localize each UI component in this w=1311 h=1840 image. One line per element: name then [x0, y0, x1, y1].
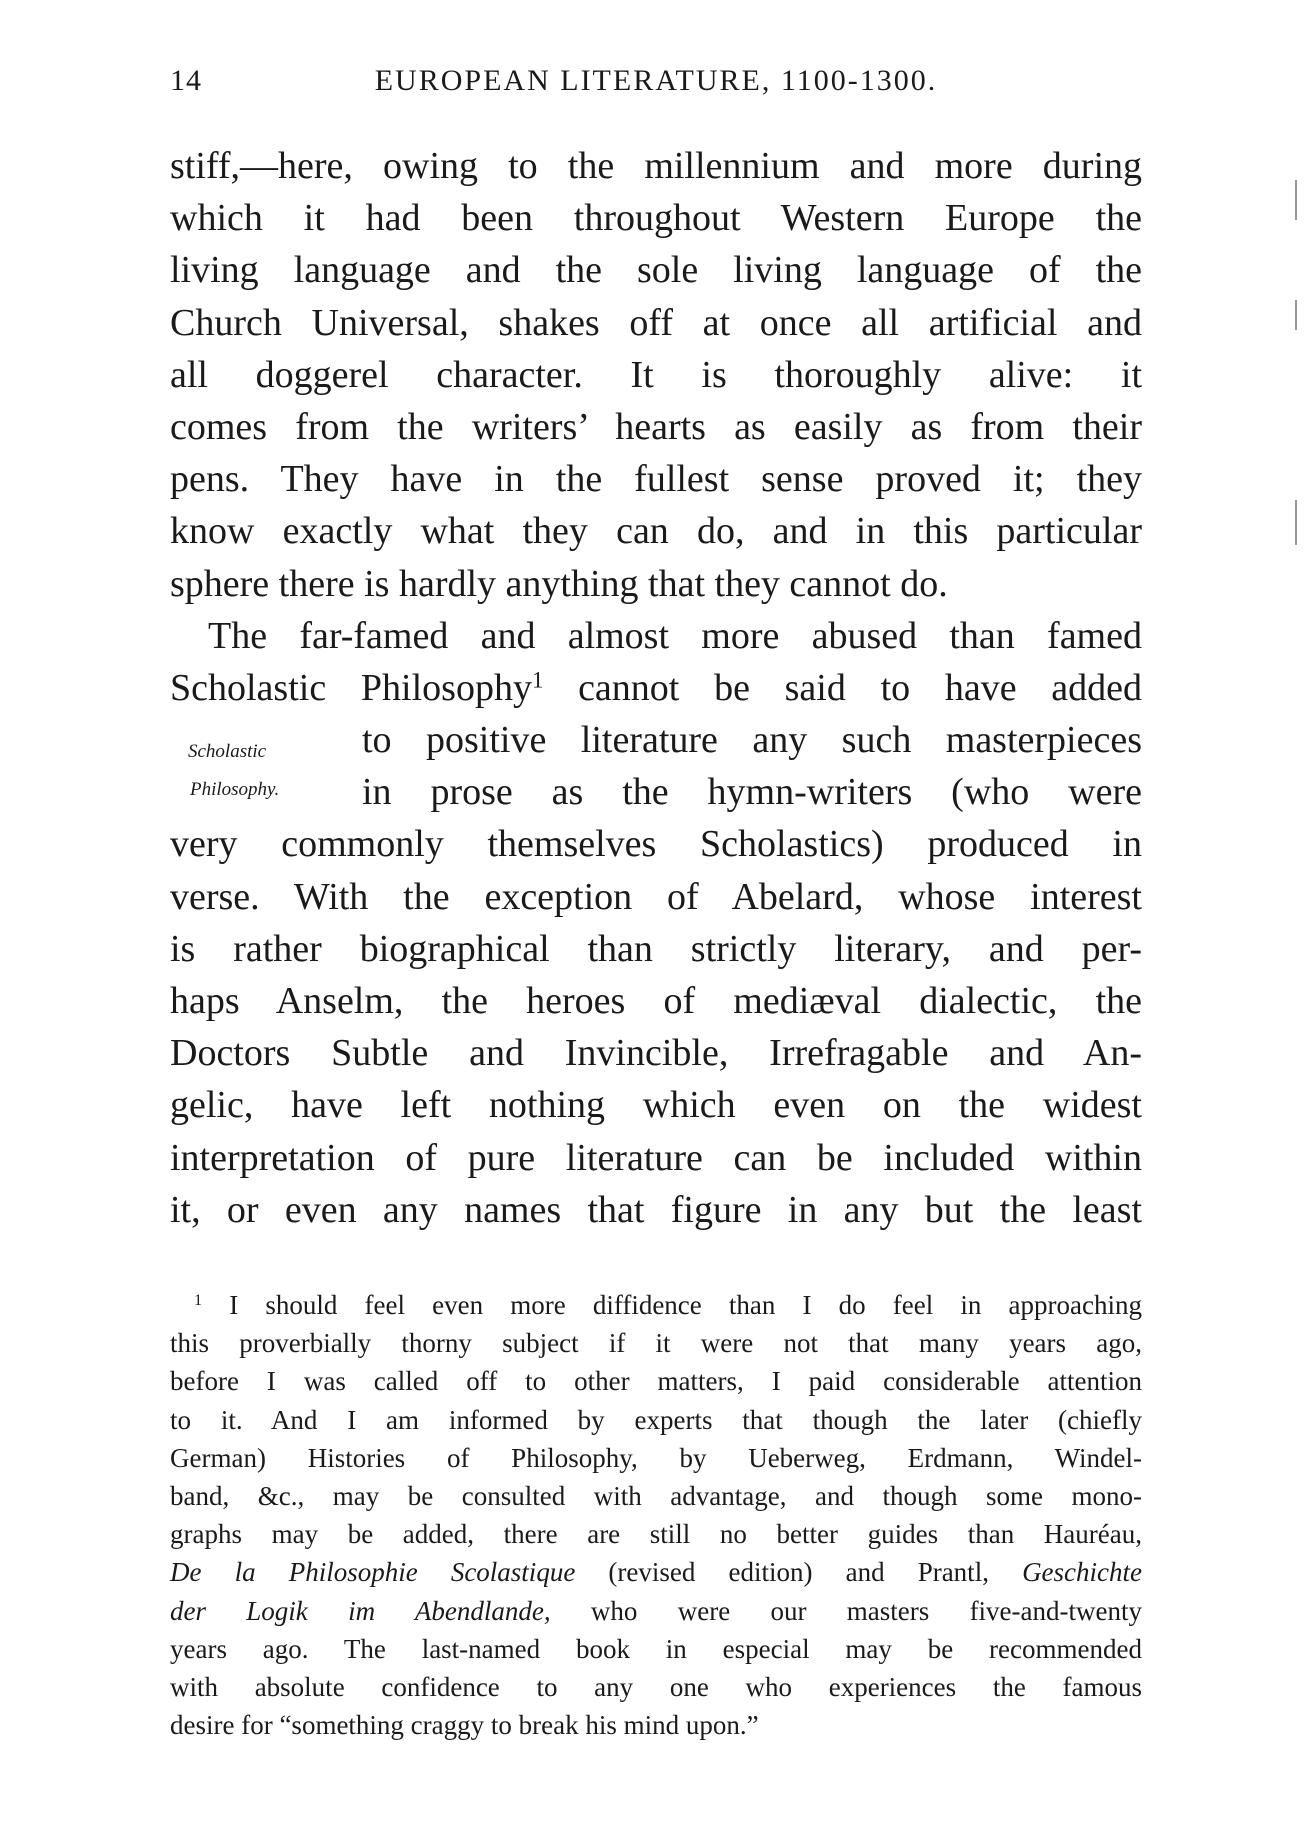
body-line: all doggerel character. It is thoroughly alive: it [170, 353, 1142, 396]
footnote-line: this proverbially thorny subject if it were not that many years ago, [170, 1328, 1142, 1359]
body-line: The far-famed and almost more abused than famed [208, 614, 1142, 657]
body-line: sphere there is hardly anything that they cannot do. [170, 562, 948, 605]
sidenote-line: Scholastic [188, 741, 267, 762]
book-title: der Logik im Abendlande, [170, 1595, 551, 1626]
body-line: Doctors Subtle and Invincible, Irrefragable and An- [170, 1032, 1142, 1075]
body-line: haps Anselm, the heroes of mediæval dialectic, the [170, 980, 1142, 1022]
footnote-line: with absolute confidence to any one who experiences the famous [170, 1671, 1142, 1702]
running-title: EUROPEAN LITERATURE, 1100-1300. [374, 64, 938, 97]
body-line [170, 662, 1142, 714]
body-line: to positive literature any such masterpieces [362, 719, 1142, 762]
footnote-line: graphs may be added, there are still no better guides than Hauréau, [170, 1519, 1142, 1550]
running-head [170, 64, 1142, 104]
body-text [170, 140, 1142, 1236]
text-run: I should feel even more diffidence than I do feel in approaching [229, 1290, 1142, 1320]
body-line: gelic, have left nothing which even on the widest [170, 1084, 1142, 1127]
footnote-line: band, &c., may be consulted with advantage, and though some mono- [170, 1480, 1142, 1511]
footnote-line: German) Histories of Philosophy, by Ueberweg, Erdmann, Windel- [170, 1442, 1142, 1473]
page-number: 14 [170, 64, 202, 97]
footnote [170, 1286, 1142, 1744]
body-line: interpretation of pure literature can be included within [170, 1136, 1142, 1179]
body-line: comes from the writers’ hearts as easily as from their [170, 405, 1142, 448]
body-line: Church Universal, shakes off at once all artificial and [170, 301, 1142, 344]
body-line: stiff,—here, owing to the millennium and more during [170, 145, 1142, 187]
body-line: know exactly what they can do, and in this particular [170, 510, 1142, 553]
footnote-line: desire for “something craggy to break his mind upon.” [170, 1710, 759, 1741]
body-line: which it had been throughout Western Europe the [170, 197, 1142, 240]
sidenote-line: Philosophy. [190, 779, 280, 800]
book-title: Geschichte [1022, 1557, 1143, 1588]
scan-edge-mark [1295, 300, 1297, 330]
scan-edge-mark [1295, 180, 1297, 220]
text-run: (revised edition) and Prantl, [575, 1557, 1023, 1588]
footnote-line: before I was called off to other matters, I paid considerable attention [170, 1366, 1142, 1397]
footnote-line [170, 1286, 1142, 1324]
margin-sidenote [188, 733, 279, 809]
body-line: it, or even any names that figure in any but the least [170, 1188, 1142, 1231]
text-run: Scholastic Philosophy [170, 666, 532, 709]
body-line: is rather biographical than strictly literary, and per- [170, 927, 1142, 970]
body-line: very commonly themselves Scholastics) produced in [170, 823, 1142, 866]
body-line: living language and the sole living language of the [170, 249, 1142, 292]
footnote-reference: 1 [531, 667, 544, 693]
book-title: De la Philosophie Scolastique [170, 1557, 576, 1588]
text-run: who were our masters five-and-twenty [550, 1595, 1142, 1626]
footnote-line [170, 1553, 1142, 1591]
footnote-line: years ago. The last-named book in especial may be recommended [170, 1633, 1142, 1664]
footnote-marker: 1 [194, 1291, 203, 1310]
body-line: in prose as the hymn-writers (who were [362, 771, 1142, 814]
body-line: pens. They have in the fullest sense proved it; they [170, 458, 1142, 501]
body-line: verse. With the exception of Abelard, whose interest [170, 875, 1142, 918]
scan-edge-mark [1295, 500, 1297, 545]
text-run: cannot be said to have added [543, 666, 1143, 709]
footnote-line [170, 1592, 1142, 1630]
footnote-line: to it. And I am informed by experts that though the later (chiefly [170, 1404, 1142, 1435]
